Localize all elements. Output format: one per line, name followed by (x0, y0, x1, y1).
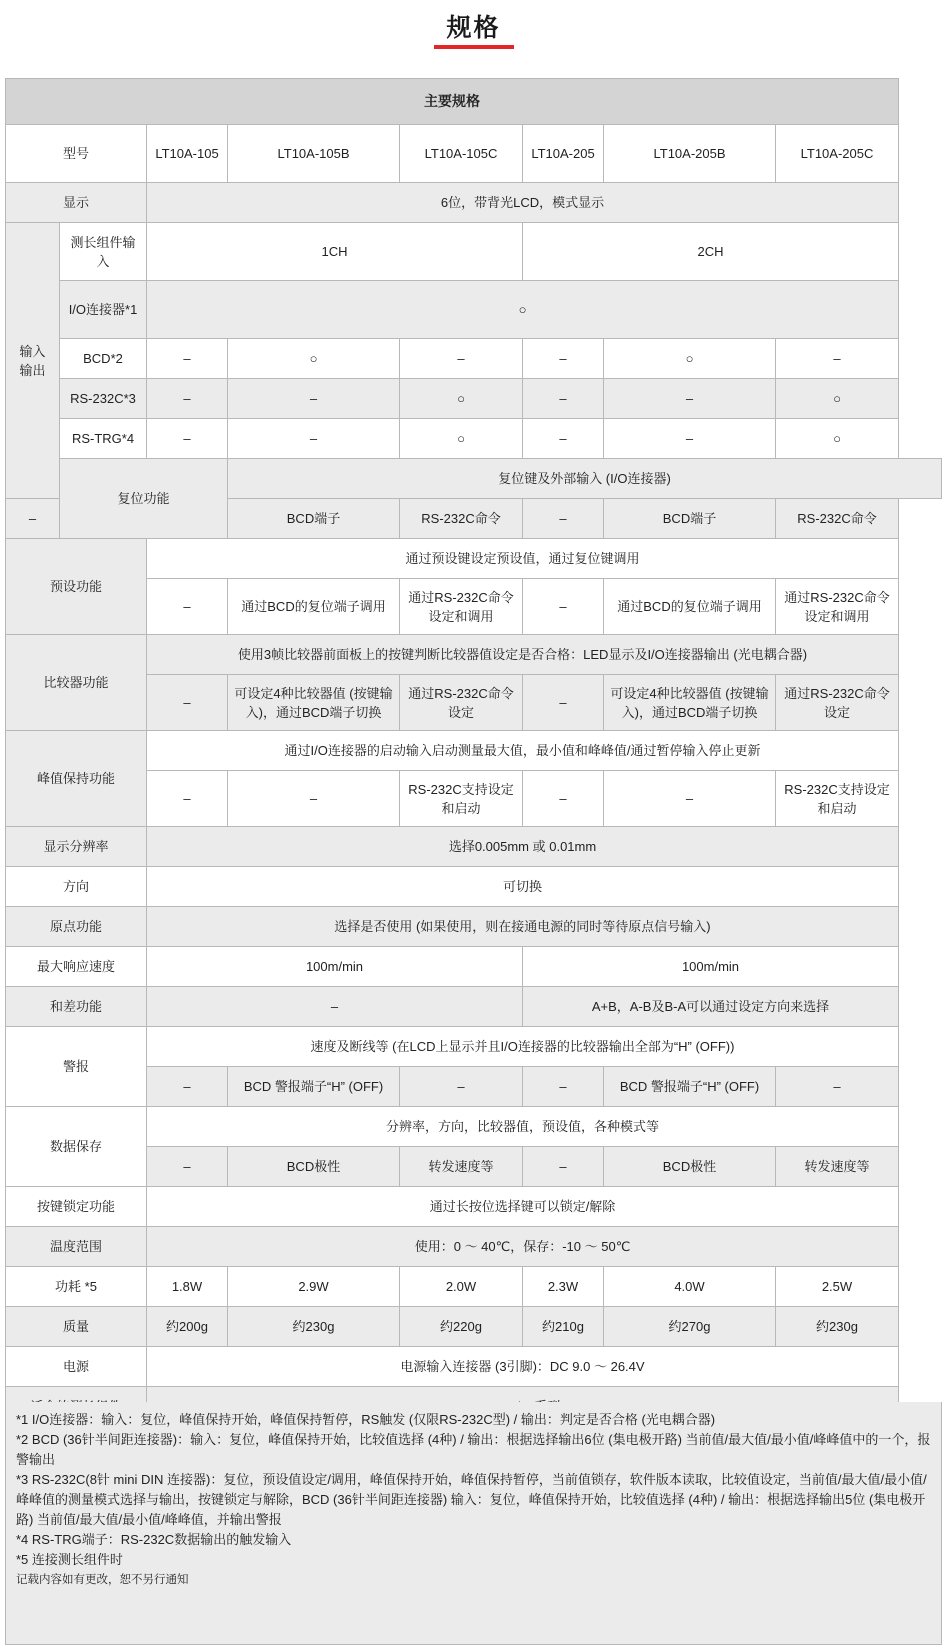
spec-table (5, 78, 942, 1427)
preset-cell: 通过RS-232C命令设定和调用 (400, 579, 523, 635)
preset-cell: 通过BCD的复位端子调用 (604, 579, 776, 635)
table-row-preset-detail (6, 579, 942, 635)
comparator-cell: 可设定4种比较器值 (按键输入)，通过BCD端子切换 (228, 675, 400, 731)
peak-cell: – (604, 771, 776, 827)
preset-cell: – (147, 579, 228, 635)
row-label-speed: 最大响应速度 (6, 947, 147, 987)
bcd-cell: – (400, 339, 523, 379)
alarm-common: 速度及断线等 (在LCD上显示并且I/O连接器的比较器输出全部为“H” (OFF)) (147, 1027, 899, 1067)
row-label-temp: 温度范围 (6, 1227, 147, 1267)
row-label-alarm: 警报 (6, 1027, 147, 1107)
table-row-direction (6, 867, 942, 907)
title-underline (434, 45, 514, 49)
resolution-value: 选择0.005mm 或 0.01mm (147, 827, 899, 867)
rs-trg-cell: – (147, 419, 228, 459)
footnote-item: *2 BCD (36针半间距连接器)：输入：复位，峰值保持开始，比较值选择 (4种) / 输出：根据选择输出6位 (集电极开路) 当前值/最大值/最小值/峰峰值中的一个，报警输出 (16, 1432, 931, 1467)
rs-trg-cell: – (228, 419, 400, 459)
power-cell: 2.5W (776, 1267, 899, 1307)
reset-common: 复位键及外部输入 (I/O连接器) (228, 459, 942, 499)
origin-value: 选择是否使用 (如果使用，则在接通电源的同时等待原点信号输入) (147, 907, 899, 947)
memory-cell: 转发速度等 (400, 1147, 523, 1187)
table-row-rs-trg (6, 419, 942, 459)
bcd-cell: – (147, 339, 228, 379)
alarm-cell: BCD 警报端子“H” (OFF) (604, 1067, 776, 1107)
direction-value: 可切换 (147, 867, 899, 907)
table-row-alarm (6, 1027, 942, 1067)
table-row-supply (6, 1347, 942, 1387)
memory-cell: – (147, 1147, 228, 1187)
model-cell: LT10A-205B (604, 125, 776, 183)
memory-cell: 转发速度等 (776, 1147, 899, 1187)
row-label-peak: 峰值保持功能 (6, 731, 147, 827)
mass-cell: 约230g (228, 1307, 400, 1347)
memory-cell: BCD极性 (604, 1147, 776, 1187)
row-label-origin: 原点功能 (6, 907, 147, 947)
table-row-origin (6, 907, 942, 947)
table-row-reset (6, 459, 942, 499)
mass-cell: 约200g (147, 1307, 228, 1347)
io-connector-value: ○ (147, 281, 899, 339)
power-cell: 1.8W (147, 1267, 228, 1307)
row-label-mass: 质量 (6, 1307, 147, 1347)
table-row-comparator (6, 635, 942, 675)
preset-cell: – (523, 579, 604, 635)
model-cell: LT10A-105B (228, 125, 400, 183)
display-value: 6位，带背光LCD，模式显示 (147, 183, 899, 223)
table-row-resolution (6, 827, 942, 867)
comparator-cell: 通过RS-232C命令设定 (400, 675, 523, 731)
preset-cell: 通过RS-232C命令设定和调用 (776, 579, 899, 635)
temp-value: 使用：0 ～ 40℃，保存：-10 ～ 50℃ (147, 1227, 899, 1267)
disclaimer: 记载内容如有更改，恕不另行通知 (16, 1574, 189, 1586)
peak-cell: RS-232C支持设定和启动 (776, 771, 899, 827)
preset-cell: 通过BCD的复位端子调用 (228, 579, 400, 635)
footnote-item: *3 RS-232C(8针 mini DIN 连接器)：复位，预设值设定/调用，峰值保持开始，峰值保持暂停，当前值锁存，软件版本读取，比较值设定，当前值/最大值/最小值/峰峰值的测量模式选择与输出，按键锁定与解除，BCD (36针半间距连接器) 输入：复位，峰值保持开始，比较值选择 (4种) / 输出：根据选择输出5位 (集电极开路) 当前值/最大值/最小值/峰峰值，并输出警报 (16, 1472, 927, 1527)
mass-cell: 约270g (604, 1307, 776, 1347)
reset-cell: BCD端子 (228, 499, 400, 539)
probe-input-105: 1CH (147, 223, 523, 281)
table-row-model (6, 125, 942, 183)
table-row-speed (6, 947, 942, 987)
table-row-power-consumption (6, 1267, 942, 1307)
power-cell: 2.0W (400, 1267, 523, 1307)
rs232c-cell: ○ (400, 379, 523, 419)
table-row-peak (6, 731, 942, 771)
row-label-power-consumption: 功耗 *5 (6, 1267, 147, 1307)
row-label-memory: 数据保存 (6, 1107, 147, 1187)
page-title: 规格 (446, 14, 501, 42)
rs-trg-cell: – (604, 419, 776, 459)
table-row-io-connector (6, 281, 942, 339)
rs232c-cell: – (147, 379, 228, 419)
table-row-temp (6, 1227, 942, 1267)
row-label-sumdiff: 和差功能 (6, 987, 147, 1027)
row-label-direction: 方向 (6, 867, 147, 907)
table-row-display (6, 183, 942, 223)
table-row-rs232c (6, 379, 942, 419)
rs232c-cell: – (523, 379, 604, 419)
row-label-keylock: 按键锁定功能 (6, 1187, 147, 1227)
bcd-cell: ○ (228, 339, 400, 379)
row-label-io-connector: I/O连接器*1 (60, 281, 147, 339)
table-row-mass (6, 1307, 942, 1347)
row-label-resolution: 显示分辨率 (6, 827, 147, 867)
memory-cell: – (523, 1147, 604, 1187)
preset-common: 通过预设键设定预设值，通过复位键调用 (147, 539, 899, 579)
row-label-comparator: 比较器功能 (6, 635, 147, 731)
row-label-bcd: BCD*2 (60, 339, 147, 379)
alarm-cell: – (776, 1067, 899, 1107)
peak-common: 通过I/O连接器的启动输入启动测量最大值，最小值和峰峰值/通过暂停输入停止更新 (147, 731, 899, 771)
peak-cell: RS-232C支持设定和启动 (400, 771, 523, 827)
row-label-reset: 复位功能 (60, 459, 228, 539)
peak-cell: – (228, 771, 400, 827)
table-row-bcd (6, 339, 942, 379)
footnote-item: *5 连接测长组件时 (16, 1552, 123, 1567)
power-cell: 2.9W (228, 1267, 400, 1307)
row-label-model: 型号 (6, 125, 147, 183)
table-row-sumdiff (6, 987, 942, 1027)
alarm-cell: BCD 警报端子“H” (OFF) (228, 1067, 400, 1107)
peak-cell: – (523, 771, 604, 827)
table-row-preset (6, 539, 942, 579)
row-label-rs232c: RS-232C*3 (60, 379, 147, 419)
footnotes (5, 1402, 942, 1645)
row-label-probe-input: 测长组件输入 (60, 223, 147, 281)
bcd-cell: – (523, 339, 604, 379)
table-row-probe-input (6, 223, 942, 281)
alarm-cell: – (147, 1067, 228, 1107)
page-header (0, 0, 947, 60)
reset-cell: – (6, 499, 60, 539)
table-row-alarm-detail (6, 1067, 942, 1107)
footnote-item: *4 RS-TRG端子：RS-232C数据输出的触发输入 (16, 1532, 292, 1547)
alarm-cell: – (523, 1067, 604, 1107)
mass-cell: 约230g (776, 1307, 899, 1347)
table-row-memory (6, 1107, 942, 1147)
bcd-cell: – (776, 339, 899, 379)
keylock-value: 通过长按位选择键可以锁定/解除 (147, 1187, 899, 1227)
table-row-keylock (6, 1187, 942, 1227)
mass-cell: 约220g (400, 1307, 523, 1347)
table-row-memory-detail (6, 1147, 942, 1187)
bcd-cell: ○ (604, 339, 776, 379)
row-label-display: 显示 (6, 183, 147, 223)
power-cell: 4.0W (604, 1267, 776, 1307)
rs-trg-cell: ○ (400, 419, 523, 459)
row-label-supply: 电源 (6, 1347, 147, 1387)
comparator-cell: – (523, 675, 604, 731)
rs232c-cell: ○ (776, 379, 899, 419)
speed-105: 100m/min (147, 947, 523, 987)
reset-cell: – (523, 499, 604, 539)
table-header: 主要规格 (6, 79, 899, 125)
power-cell: 2.3W (523, 1267, 604, 1307)
model-cell: LT10A-205C (776, 125, 899, 183)
row-label-preset: 预设功能 (6, 539, 147, 635)
rs232c-cell: – (604, 379, 776, 419)
reset-cell: RS-232C命令 (776, 499, 899, 539)
reset-cell: BCD端子 (604, 499, 776, 539)
sumdiff-205: A+B，A-B及B-A可以通过设定方向来选择 (523, 987, 899, 1027)
sumdiff-105: – (147, 987, 523, 1027)
rs232c-cell: – (228, 379, 400, 419)
alarm-cell: – (400, 1067, 523, 1107)
comparator-cell: 可设定4种比较器值 (按键输入)，通过BCD端子切换 (604, 675, 776, 731)
comparator-cell: – (147, 675, 228, 731)
peak-cell: – (147, 771, 228, 827)
supply-value: 电源输入连接器 (3引脚)：DC 9.0 ～ 26.4V (147, 1347, 899, 1387)
rs-trg-cell: – (523, 419, 604, 459)
row-label-io: 输入输出 (6, 223, 60, 499)
row-label-rs-trg: RS-TRG*4 (60, 419, 147, 459)
reset-cell: RS-232C命令 (400, 499, 523, 539)
model-cell: LT10A-105 (147, 125, 228, 183)
memory-cell: BCD极性 (228, 1147, 400, 1187)
rs-trg-cell: ○ (776, 419, 899, 459)
memory-common: 分辨率，方向，比较器值，预设值，各种模式等 (147, 1107, 899, 1147)
comparator-common: 使用3帧比较器前面板上的按键判断比较器值设定是否合格：LED显示及I/O连接器输出 (光电耦合器) (147, 635, 899, 675)
table-row-peak-detail (6, 771, 942, 827)
comparator-cell: 通过RS-232C命令设定 (776, 675, 899, 731)
model-cell: LT10A-205 (523, 125, 604, 183)
probe-input-205: 2CH (523, 223, 899, 281)
table-row-comparator-detail (6, 675, 942, 731)
footnote-item: *1 I/O连接器：输入：复位，峰值保持开始，峰值保持暂停，RS触发 (仅限RS-232C型) / 输出：判定是否合格 (光电耦合器) (16, 1412, 716, 1427)
model-cell: LT10A-105C (400, 125, 523, 183)
mass-cell: 约210g (523, 1307, 604, 1347)
speed-205: 100m/min (523, 947, 899, 987)
